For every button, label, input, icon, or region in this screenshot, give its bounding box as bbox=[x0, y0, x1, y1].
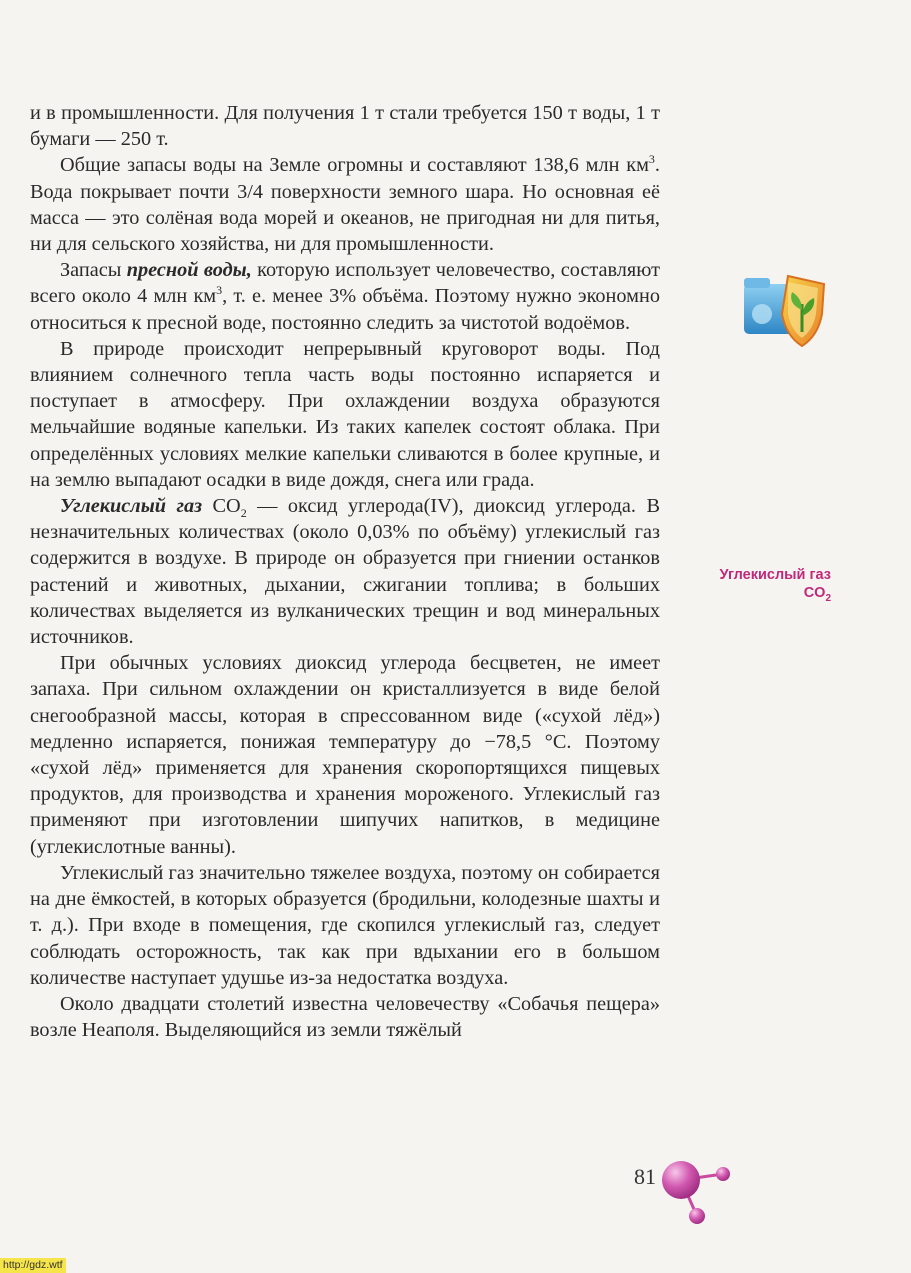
margin-note-title: Углекислый газ bbox=[719, 567, 831, 583]
paragraph-2 bbox=[30, 152, 660, 257]
page-number: 81 bbox=[634, 1164, 656, 1189]
science-shield-icon bbox=[742, 270, 834, 350]
subscript: 2 bbox=[240, 506, 247, 521]
paragraph-8-text: Около двадцати столетий известна человечеству «Собачья пещера» возле Неаполя. Выделяющийся из земли тяжёлый bbox=[30, 992, 660, 1042]
paragraph-6-text: При обычных условиях диоксид углерода бесцветен, не имеет запаха. При сильном охлаждении он кристаллизуется в виде белой снегообразной массы, которая в спрессованном виде («сухой лёд») медленно испаряется, понижая температуру до −78,5 °С. Поэтому «сухой лёд» применяется для хранения скоропортящихся пищевых продуктов, для производства и хранения мороженого. Углекислый газ применяют при изготовлении шипучих напитков, в медицине (углекислотные ванны). bbox=[30, 652, 660, 858]
superscript: 3 bbox=[648, 152, 655, 167]
paragraph-6 bbox=[30, 650, 660, 860]
paragraph-5 bbox=[30, 493, 660, 650]
paragraph-4 bbox=[30, 336, 660, 493]
watermark-link[interactable]: http://gdz.wtf bbox=[0, 1258, 66, 1273]
margin-note-formula-sub: 2 bbox=[825, 592, 831, 604]
paragraph-3-text-a: Запасы bbox=[60, 259, 127, 282]
margin-note-formula-base: CO bbox=[803, 585, 826, 601]
paragraph-8 bbox=[30, 991, 660, 1043]
paragraph-1-text: и в промышленности. Для получения 1 т стали требуется 150 т воды, 1 т бумаги — 250 т. bbox=[30, 102, 660, 151]
term-carbon-dioxide: Углекислый газ bbox=[60, 495, 203, 518]
paragraph-2-text-a: Общие запасы воды на Земле огромны и составляют 138,6 млн км bbox=[60, 154, 649, 177]
paragraph-4-text: В природе происходит непрерывный круговорот воды. Под влиянием солнечного тепла часть воды постоянно испаряется и поступает в атмосферу. При охлаждении воздуха образуются мельчайшие водяные капельки. Из таких капелек состоят облака. При определённых условиях мелкие капельки сливаются в более крупные, и на землю выпадают осадки в виде дождя, снега или града. bbox=[30, 337, 660, 491]
formula: CO bbox=[202, 495, 241, 518]
body-text bbox=[30, 100, 660, 1043]
paragraph-3 bbox=[30, 257, 660, 336]
paragraph-3-text-b: которую использует человечество, составляют всего около 4 млн км bbox=[30, 259, 660, 308]
paragraph-7 bbox=[30, 860, 660, 991]
paragraph-1 bbox=[30, 100, 660, 152]
term-fresh-water: пресной воды, bbox=[126, 259, 252, 282]
molecule-icon bbox=[655, 1150, 745, 1240]
superscript: 3 bbox=[216, 283, 223, 298]
margin-note-formula bbox=[631, 584, 831, 602]
paragraph-7-text: Углекислый газ значительно тяжелее воздуха, поэтому он собирается на дне ёмкостей, в которых образуется (бродильни, колодезные шахты и т. д.). При входе в помещения, где скопился углекислый газ, следует соблюдать осторожность, так как при вдыхании его в большом количестве наступает удушье из-за недостатка воздуха. bbox=[30, 861, 660, 989]
paragraph-2-text-b: . Вода покрывает почти 3/4 поверхности земного шара. Но основная её масса — это солёная вода морей и океанов, не пригодная ни для питья, ни для сельского хозяйства, ни для промышленности. bbox=[30, 154, 660, 256]
paragraph-5-text: — оксид углерода(IV), диоксид углерода. В незначительных количествах (около 0,03% по объёму) углекислый газ содержится в воздухе. В природе он образуется при гниении останков растений и животных, дыхании, сжигании топлива; в больших количествах выделяется из вулканических трещин и вод минеральных источников. bbox=[30, 495, 660, 649]
margin-note-carbon-dioxide bbox=[631, 566, 831, 602]
paragraph-3-text-c: , т. е. менее 3% объёма. Поэтому нужно экономно относиться к пресной воде, постоянно следить за чистотой водоёмов. bbox=[30, 285, 660, 334]
